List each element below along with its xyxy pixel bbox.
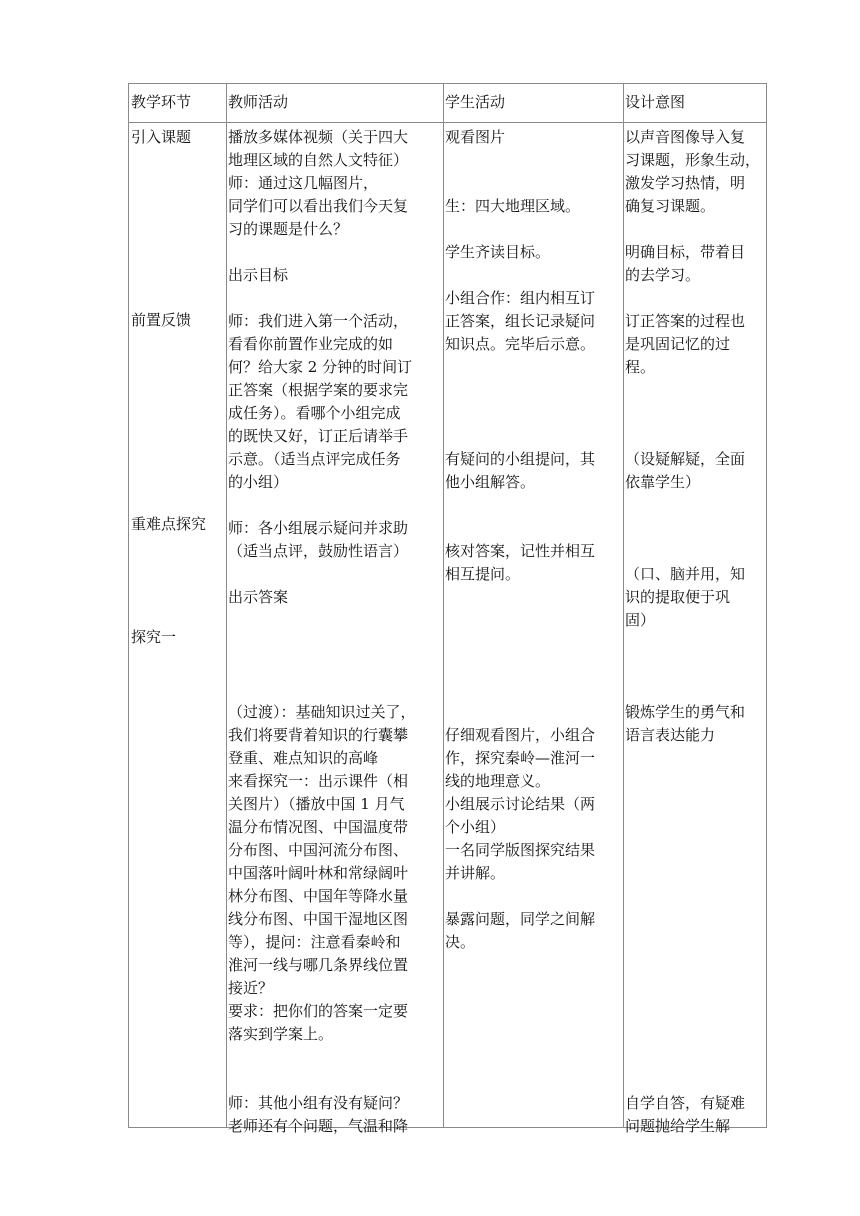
text-line: 播放多媒体视频（关于四大 [228, 128, 409, 146]
header-teacher-activity: 教师活动 [228, 93, 289, 111]
text-line: 学生齐读目标。 [445, 243, 551, 261]
text-line: 我们将要背着知识的行囊攀 [228, 726, 409, 744]
text-line: 中国落叶阔叶林和常绿阔叶 [228, 864, 409, 882]
text-line: 习的课题是什么？ [228, 220, 349, 238]
text-line: 决。 [445, 933, 476, 951]
text-line: 温分布情况图、中国温度带 [228, 818, 409, 836]
text-line: 一名同学版图探究结果 [445, 841, 596, 859]
text-line: 等），提问：注意看秦岭和 [228, 933, 401, 951]
stage-explore-one: 探究一 [131, 628, 177, 646]
text-line: 自学自答，有疑难 [625, 1094, 746, 1112]
text-line: 程。 [625, 358, 656, 376]
text-line: 接近？ [228, 979, 274, 997]
stage-feedback: 前置反馈 [131, 311, 192, 329]
text-line: 语言表达能力 [625, 726, 716, 744]
text-line: 的小组） [228, 473, 289, 491]
text-line: （适当点评，鼓励性语言） [228, 542, 409, 560]
text-line: 明确目标，带着目 [625, 243, 746, 261]
header-student-activity: 学生活动 [445, 93, 506, 111]
text-line: 师：其他小组有没有疑问？ [228, 1094, 409, 1112]
text-line: 锻炼学生的勇气和 [625, 703, 746, 721]
text-line: 老师还有个问题，气温和降 [228, 1117, 409, 1135]
text-line: 线分布图、中国干湿地区图 [228, 910, 409, 928]
text-line: （设疑解疑，全面 [625, 450, 746, 468]
text-line: 落实到学案上。 [228, 1025, 334, 1043]
text-line: 核对答案，记性并相互 [445, 542, 596, 560]
text-line: 登重、难点知识的高峰 [228, 749, 379, 767]
text-line: 出示目标 [228, 266, 289, 284]
text-line: 习课题，形象生动， [625, 151, 761, 169]
text-line: 出示答案 [228, 588, 289, 606]
text-line: 关图片）（播放中国 1 月气 [228, 795, 405, 813]
text-line: 激发学习热情，明 [625, 174, 746, 192]
stage-intro: 引入课题 [131, 128, 192, 146]
text-line: 相互提问。 [445, 565, 521, 583]
column-divider [443, 84, 444, 1127]
text-line: 确复习课题。 [625, 197, 716, 215]
text-line: 仔细观看图片，小组合 [445, 726, 596, 744]
text-line: 来看探究一：出示课件（相 [228, 772, 409, 790]
text-line: 的去学习。 [625, 266, 701, 284]
text-line: 生：四大地理区域。 [445, 197, 581, 215]
text-line: 依靠学生） [625, 473, 701, 491]
text-line: 订正答案的过程也 [625, 312, 746, 330]
text-line: （口、脑并用，知 [625, 565, 746, 583]
text-line: 以声音图像导入复 [625, 128, 746, 146]
text-line: 暴露问题，同学之间解 [445, 910, 596, 928]
header-stage: 教学环节 [131, 93, 192, 111]
text-line: 他小组解答。 [445, 473, 536, 491]
design-intent-text [625, 126, 760, 1138]
text-line: 小组合作：组内相互订 [445, 289, 596, 307]
text-line: 师：各小组展示疑问并求助 [228, 519, 409, 537]
text-line: 淮河一线与哪几条界线位置 [228, 956, 409, 974]
text-line: 观看图片 [445, 128, 506, 146]
text-line: 知识点。完毕后示意。 [445, 335, 596, 353]
header-design-intent: 设计意图 [625, 93, 686, 111]
text-line: 个小组） [445, 818, 506, 836]
text-line: 正答案（根据学案的要求完 [228, 381, 409, 399]
header-divider [129, 122, 766, 123]
text-line: 师：通过这几幅图片， [228, 174, 379, 192]
text-line: 分布图、中国河流分布图、 [228, 841, 409, 859]
text-line: 识的提取便于巩 [625, 588, 731, 606]
column-divider [623, 84, 624, 1127]
text-line: 的既快又好，订正后请举手 [228, 427, 409, 445]
text-line: 要求：把你们的答案一定要 [228, 1002, 409, 1020]
text-line: 成任务）。看哪个小组完成 [228, 404, 401, 422]
text-line: 示意。（适当点评完成任务 [228, 450, 401, 468]
text-line: 线的地理意义。 [445, 772, 551, 790]
column-divider [226, 84, 227, 1127]
text-line: 是巩固记忆的过 [625, 335, 731, 353]
text-line: 正答案，组长记录疑问 [445, 312, 596, 330]
text-line: 林分布图、中国年等降水量 [228, 887, 409, 905]
text-line: 看看你前置作业完成的如 [228, 335, 394, 353]
text-line: 师：我们进入第一个活动， [228, 312, 409, 330]
stage-key-points: 重难点探究 [131, 515, 207, 533]
text-line: 同学们可以看出我们今天复 [228, 197, 409, 215]
text-line: 作，探究秦岭—淮河一 [445, 749, 596, 767]
text-line: 固） [625, 611, 656, 629]
text-line: 地理区域的自然人文特征） [228, 151, 409, 169]
text-line: 并讲解。 [445, 864, 506, 882]
text-line: 有疑问的小组提问，其 [445, 450, 596, 468]
text-line: （过渡）：基础知识过关了， [228, 703, 416, 721]
student-activity-text [445, 126, 595, 954]
text-line: 小组展示讨论结果（两 [445, 795, 596, 813]
text-line: 问题抛给学生解 [625, 1117, 731, 1135]
text-line: 何？给大家 2 分钟的时间订 [228, 358, 413, 376]
teacher-activity-text [228, 126, 416, 1138]
